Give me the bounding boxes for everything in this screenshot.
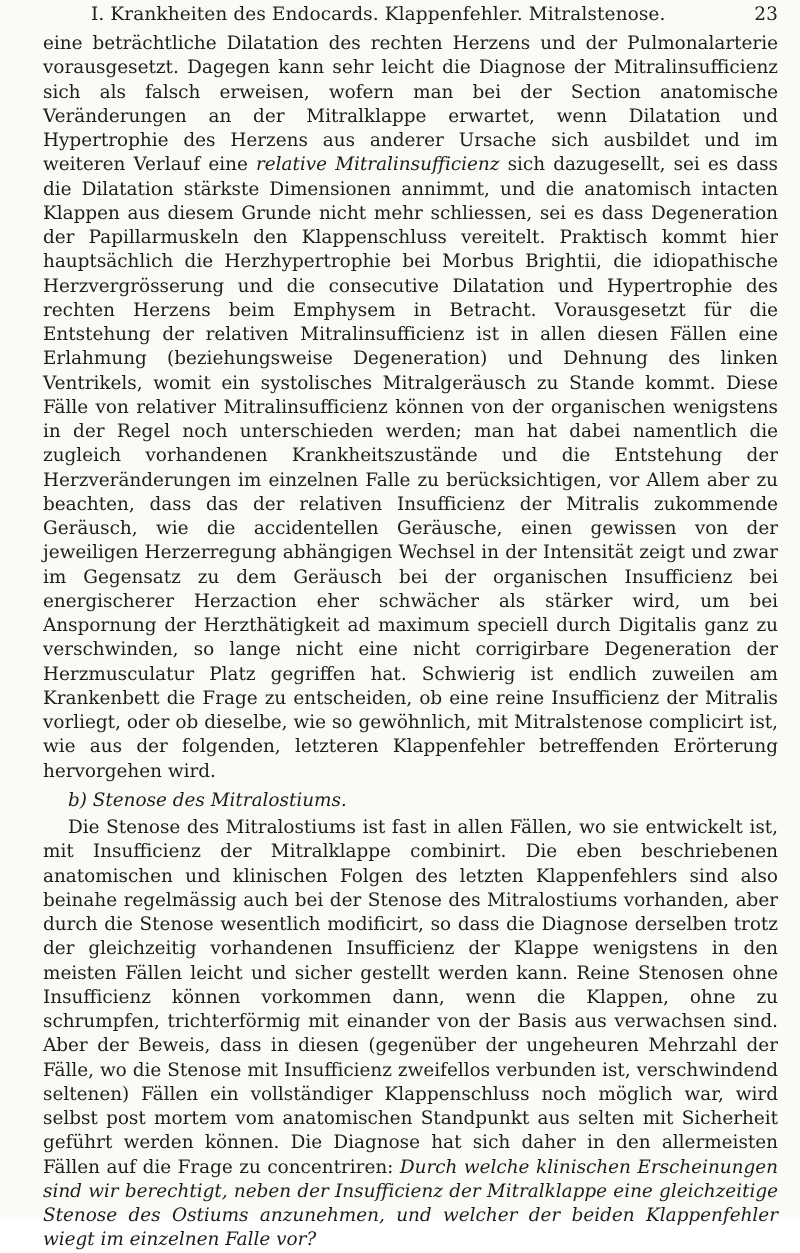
page-number: 23 (754, 4, 778, 25)
paragraph-1-emphasis: relative Mitralinsufficienz (255, 154, 500, 176)
paragraph-1-text-a: eine beträchtliche Dilatation des rechten Herzens und der Pulmonalarterie vorausgesetzt. Dagegen kann sehr leicht die Diagnose der Mitralinsufficienz sich als falsch erweisen, wofern man bei der Section anatomische Veränderungen an der Mitralklappe erwartet, wenn Dilatation und Hypertrophie des Herzens aus anderer Ursache sich ausbildet und im weiteren Verlauf eine (43, 33, 778, 176)
paragraph-2 (43, 816, 778, 1253)
paragraph-2-text: Die Stenose des Mitralostiums ist fast in allen Fällen, wo sie entwickelt ist, mit Insufficienz der Mitralklappe combinirt. Die eben beschriebenen anatomischen und klinischen Folgen des letzten Klappenfehlers sind also beinahe regelmässig auch bei der Stenose des Mitralostiums vorhanden, aber durch die Stenose wesentlich modificirt, so dass die Diagnose derselben trotz der gleichzeitig vorhandenen Insufficienz der Klappe wenigstens in den meisten Fällen leicht und sicher gestellt werden kann. Reine Stenosen ohne Insufficienz können vorkommen dann, wenn die Klappen, ohne zu schrumpfen, trichterförmig mit einander von der Basis aus verwachsen sind. Aber der Beweis, dass in diesen (gegenüber der ungeheuren Mehrzahl der Fälle, wo die Stenose mit Insufficienz zweifellos verbunden ist, verschwindend seltenen) Fällen ein vollständiger Klappenschluss noch möglich war, wird selbst post mortem vom anatomischen Standpunkt aus selten mit Sicherheit geführt werden können. Die Diagnose hat sich daher in den allermeisten Fällen auf die Frage zu concentriren: (43, 817, 778, 1178)
body-text (43, 32, 778, 1253)
paragraph-2-emphasis: Durch welche klinischen Erscheinungen sind wir berechtigt, neben der Insufficienz der Mitralklappe eine gleichzeitige Stenose des Ostiums anzunehmen, und welcher der beiden Klappenfehler wiegt im einzelnen Falle vor? (43, 1156, 778, 1251)
section-heading: b) Stenose des Mitralostiums. (68, 789, 347, 811)
running-header (43, 4, 778, 28)
paragraph-1-text-b: sich dazugesellt, sei es dass die Dilatation stärkste Dimensionen annimmt, und die anatomisch intacten Klappen aus diesem Grunde nicht mehr schliessen, sei es dass Degeneration der Papillarmuskeln den Klappenschluss vereitelt. Praktisch kommt hier hauptsächlich die Herzhypertrophie bei Morbus Brightii, die idiopathische Herzvergrösserung und die consecutive Dilatation und Hypertrophie des rechten Herzens beim Emphysem in Betracht. Vorausgesetzt für die Entstehung der relativen Mitralinsufficienz ist in allen diesen Fällen eine Erlahmung (beziehungsweise Degeneration) und Dehnung des linken Ventrikels, womit ein systolisches Mitralgeräusch zu Stande kommt. Diese Fälle von relativer Mitralinsufficienz können von der organischen wenigstens in der Regel noch unterschieden werden; man hat dabei namentlich die zugleich vorhandenen Krankheitszustände und die Entstehung der Herzveränderungen im einzelnen Falle zu berücksichtigen, vor Allem aber zu beachten, dass das der relativen Insufficienz der Mitralis zukommende Geräusch, wie die accidentellen Geräusche, einen gewissen von der jeweiligen Herzerregung abhängigen Wechsel in der Intensität zeigt und zwar im Gegensatz zu dem Geräusch bei der organischen Insufficienz bei energischerer Herzaction eher schwächer als stärker wird, um bei Anspornung der Herzthätigkeit ad maximum speciell durch Digitalis ganz zu verschwinden, so lange nicht eine nicht corrigirbare Degeneration der Herzmusculatur Platz gegriffen hat. Schwierig ist endlich zuweilen am Krankenbett die Frage zu entscheiden, ob eine reine Insufficienz der Mitralis vorliegt, oder ob dieselbe, wie so gewöhnlich, mit Mitralstenose complicirt ist, wie aus der folgenden, letzteren Klappenfehler betreffenden Erörterung hervorgehen wird. (43, 154, 778, 782)
running-title: I. Krankheiten des Endocards. Klappenfehler. Mitralstenose. (91, 4, 666, 25)
paragraph-1 (43, 32, 778, 784)
